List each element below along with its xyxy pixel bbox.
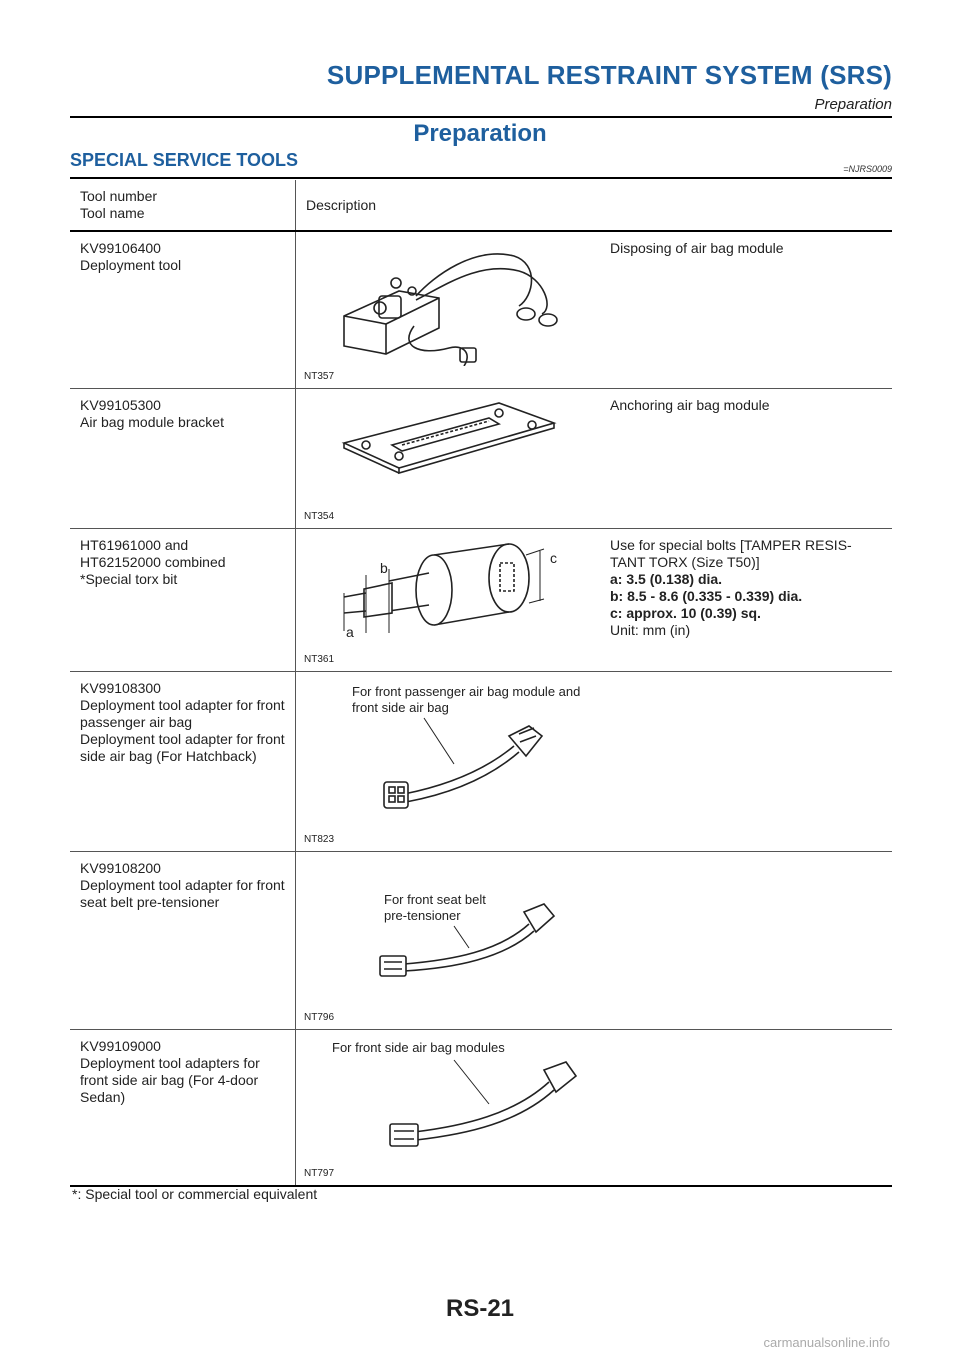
- figure-code: NT354: [304, 510, 335, 522]
- tool-number: HT61961000 and: [80, 536, 189, 553]
- tool-name: Deployment tool adapters for: [80, 1054, 260, 1071]
- running-header-subtitle: Preparation: [814, 96, 892, 113]
- tool-number: KV99105300: [80, 396, 161, 413]
- tool-number: KV99108300: [80, 679, 161, 696]
- special-service-tools-table: [70, 180, 892, 1187]
- header-rule: [70, 116, 892, 118]
- pretensioner-adapter-illustration: [304, 856, 594, 1006]
- figure-caption: pre-tensioner: [384, 907, 461, 923]
- table-header-row: [70, 180, 892, 231]
- dimension-a: a: 3.5 (0.138) dia.: [610, 570, 723, 587]
- figure-caption: For front seat belt: [384, 891, 486, 907]
- tool-cell: [70, 1029, 296, 1186]
- tool-name: seat belt pre-tensioner: [80, 893, 220, 910]
- table-row: [70, 231, 892, 388]
- dimension-b: b: 8.5 - 8.6 (0.335 - 0.339) dia.: [610, 587, 803, 604]
- tool-number: KV99108200: [80, 859, 161, 876]
- tool-cell: [70, 528, 296, 671]
- tool-name: Deployment tool adapter for front: [80, 876, 285, 893]
- figure-code: NT361: [304, 653, 335, 665]
- tool-name: Deployment tool adapter for front: [80, 696, 285, 713]
- footnote: *: Special tool or commercial equivalent: [72, 1186, 318, 1202]
- tool-name: HT62152000 combined: [80, 553, 226, 570]
- tool-number: KV99106400: [80, 240, 161, 256]
- watermark: carmanualsonline.info: [763, 1335, 890, 1350]
- label-a: a: [346, 623, 354, 640]
- table-row: [70, 388, 892, 528]
- section-code: =NJRS0009: [843, 164, 892, 174]
- figure-caption: For front passenger air bag module and: [352, 683, 581, 699]
- figure-cell: [296, 528, 605, 671]
- air-bag-module-bracket-illustration: [304, 393, 584, 508]
- table-row: [70, 671, 892, 851]
- header-tool-name: Tool name: [80, 205, 145, 221]
- description-cell: [604, 1029, 892, 1186]
- description-line: Use for special bolts [TAMPER RESIS-: [610, 536, 852, 553]
- header-tool-number-name: [70, 180, 296, 231]
- section-rule: [70, 177, 892, 179]
- figure-code: NT823: [304, 833, 335, 845]
- figure-cell: [296, 851, 605, 1029]
- torx-bit-illustration: [304, 533, 584, 651]
- figure-caption: front side air bag: [352, 699, 449, 715]
- description-line: Anchoring air bag module: [610, 396, 770, 413]
- figure-cell: [296, 231, 605, 388]
- description-cell: [604, 231, 892, 388]
- figure-code: NT357: [304, 370, 335, 382]
- tool-name: *Special torx bit: [80, 570, 178, 587]
- dimension-c: c: approx. 10 (0.39) sq.: [610, 604, 761, 621]
- tool-name: side air bag (For Hatchback): [80, 747, 257, 764]
- unit-note: Unit: mm (in): [610, 621, 691, 638]
- table-row: [70, 528, 892, 671]
- section-title: SPECIAL SERVICE TOOLS: [70, 150, 299, 170]
- description-cell: [604, 528, 892, 671]
- tool-name: Sedan): [80, 1088, 126, 1105]
- tool-name: Deployment tool: [80, 257, 182, 273]
- tool-name: Deployment tool adapter for front: [80, 730, 285, 747]
- description-cell: [604, 388, 892, 528]
- figure-code: NT796: [304, 1011, 335, 1023]
- figure-cell: [296, 388, 605, 528]
- label-b: b: [380, 559, 388, 576]
- side-airbag-adapter-illustration: [304, 1034, 594, 1164]
- tool-name: front side air bag (For 4-door: [80, 1071, 259, 1088]
- tool-name: Air bag module bracket: [80, 413, 224, 430]
- tool-cell: [70, 388, 296, 528]
- description-line: TANT TORX (Size T50)]: [610, 553, 760, 570]
- table-row: [70, 851, 892, 1029]
- figure-cell: [296, 1029, 605, 1186]
- description-line: Disposing of air bag module: [610, 240, 784, 256]
- description-cell: [604, 851, 892, 1029]
- header-tool-number: Tool number: [80, 188, 158, 204]
- tool-name: passenger air bag: [80, 713, 193, 730]
- tool-cell: [70, 231, 296, 388]
- header-description: Description: [296, 180, 893, 231]
- passenger-adapter-illustration: [304, 676, 604, 831]
- page-number: RS-21: [445, 1295, 515, 1322]
- tool-number: KV99109000: [80, 1037, 161, 1054]
- tool-cell: [70, 671, 296, 851]
- tool-cell: [70, 851, 296, 1029]
- figure-caption: For front side air bag modules: [332, 1039, 505, 1055]
- deployment-tool-illustration: [304, 236, 584, 366]
- figure-cell: [296, 671, 605, 851]
- label-c: c: [550, 549, 557, 566]
- table-row: [70, 1029, 892, 1186]
- running-header-title: SUPPLEMENTAL RESTRAINT SYSTEM (SRS): [326, 60, 892, 90]
- figure-code: NT797: [304, 1168, 335, 1179]
- description-cell: [604, 671, 892, 851]
- page-title: Preparation: [413, 120, 547, 147]
